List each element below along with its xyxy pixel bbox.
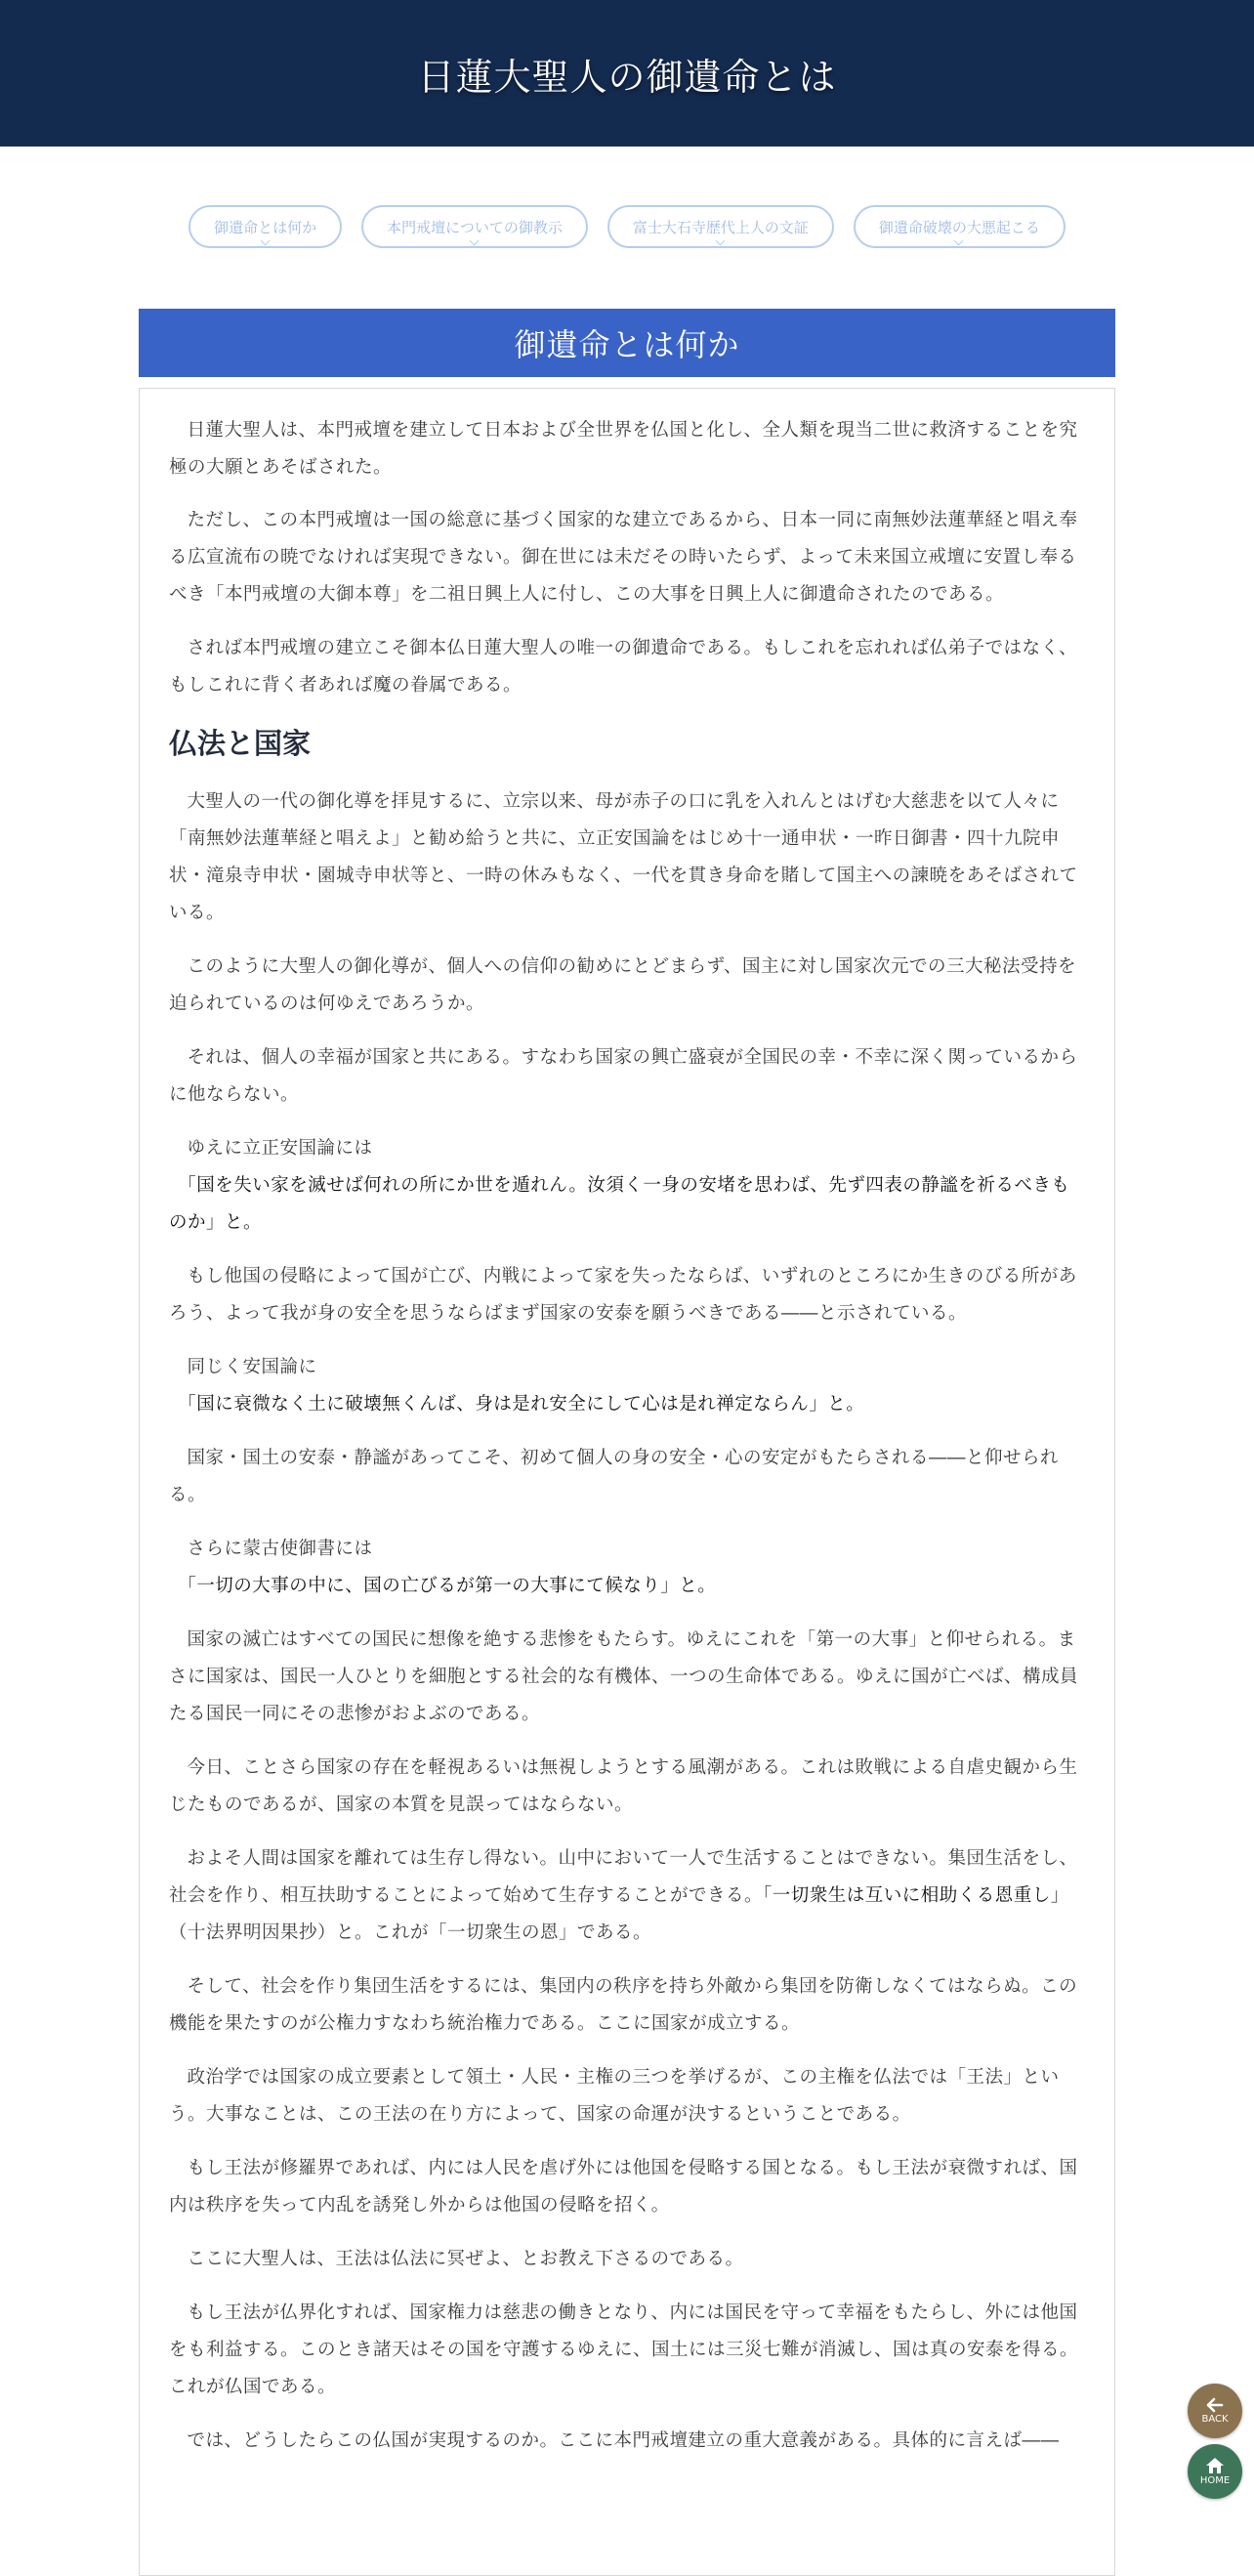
tab-label: 御遺命破壊の大悪起こる — [878, 218, 1040, 236]
scripture-quote: 「国に衰微なく土に破壊無くんば、身は是れ安全にして心は是れ禅定ならん」と。 — [178, 1394, 865, 1415]
paragraph: 国家の滅亡はすべての国民に想像を絶する悲惨をもたらす。ゆえにこれを「第一の大事」と仰せられる。まさに国家は、国民一人ひとりを細胞とする社会的な有機体、一つの生命体である。ゆえに国が亡べば、構成員たる国民一同にその悲惨がおよぶのである。 — [169, 1629, 1079, 1724]
chevron-down-icon — [715, 236, 725, 246]
scripture-quote: 「一切の大事の中に、国の亡びるが第一の大事にて候なり」と。 — [178, 1576, 717, 1596]
paragraph: されば本門戒壇の建立こそ御本仏日蓮大聖人の唯一の御遺命である。もしこれを忘れれば仏弟子ではなく、もしこれに背く者あれば魔の眷属である。 — [169, 638, 1078, 696]
page-title: 日蓮大聖人の御遺命とは — [417, 55, 837, 99]
paragraph: もし他国の侵略によって国が亡び、内戦によって家を失ったならば、いずれのところにか生きのびる所があろう、よって我が身の安全を思うならばまず国家の安泰を願うべきである――と示されている。 — [169, 1266, 1077, 1324]
paragraph: 同じく安国論に — [187, 1357, 317, 1377]
home-label: HOME — [1199, 2475, 1231, 2486]
chevron-down-icon — [470, 236, 480, 246]
tab-daiaku[interactable] — [854, 205, 1066, 248]
arrow-left-icon — [1206, 2397, 1224, 2413]
paragraph: もし王法が修羅界であれば、内には人民を虐げ外には他国を侵略する国となる。もし王法が衰微すれば、国内は秩序を失って内乱を誘発し外からは他国の侵略を招く。 — [169, 2158, 1078, 2216]
tab-label: 富士大石寺歴代上人の文証 — [632, 218, 809, 236]
tab-label: 本門戒壇についての御教示 — [387, 218, 563, 236]
paragraph: 政治学では国家の成立要素として領土・人民・主権の三つを挙げるが、この主権を仏法では「王法」という。大事なことは、この王法の在り方によって、国家の命運が決するということである。 — [169, 2067, 1060, 2125]
paragraph: このように大聖人の御化導が、個人への信仰の勧めにとどまらず、国主に対し国家次元での三大秘法受持を迫られているのは何ゆえであろうか。 — [169, 956, 1077, 1014]
paragraph: さらに蒙古使御書には — [187, 1539, 373, 1559]
chevron-down-icon — [954, 236, 964, 246]
chevron-down-icon — [260, 236, 270, 246]
paragraph: 大聖人の一代の御化導を拝見するに、立宗以来、母が赤子の口に乳を入れんとはげむ大慈悲を以て人々に「南無妙法蓮華経と唱えよ」と勧め給うと共に、立正安国論をはじめ十一通申状・一昨日御書・四十九院申状・滝泉寺申状・園城寺申状等と、一時の休みもなく、一代を貫き身命を賭して国主への諫暁をあそばされている。 — [169, 791, 1078, 923]
page-header — [0, 0, 1254, 147]
paragraph: ここに大聖人は、王法は仏法に冥ぜよ、とお教え下さるのである。 — [187, 2249, 744, 2269]
subheading: 仏法と国家 — [169, 727, 312, 760]
inline-quote: 「一切衆生は互いに相助くる恩重し」 — [763, 1885, 1069, 1906]
paragraph: では、どうしたらこの仏国が実現するのか。ここに本門戒壇建立の重大意義がある。具体的に言えば―― — [187, 2430, 1060, 2451]
tab-rekidai-shonin[interactable] — [607, 205, 834, 248]
paragraph-text: （十法界明因果抄）と。これが「一切衆生の恩」である。 — [169, 1922, 652, 1943]
back-button[interactable] — [1188, 2384, 1242, 2438]
house-icon — [1205, 2457, 1225, 2474]
home-button[interactable] — [1188, 2444, 1242, 2499]
article-body — [139, 388, 1115, 2576]
paragraph: そして、社会を作り集団生活をするには、集団内の秩序を持ち外敵から集団を防衛しなくてはならぬ。この機能を果たすのが公権力すなわち統治権力である。ここに国家が成立する。 — [169, 1976, 1078, 2034]
paragraph: 日蓮大聖人は、本門戒壇を建立して日本および全世界を仏国と化し、全人類を現当二世に救済することを究極の大願とあそばされた。 — [169, 420, 1078, 478]
paragraph: ただし、この本門戒壇は一国の総意に基づく国家的な建立であるから、日本一同に南無妙法蓮華経と唱え奉る広宣流布の暁でなければ実現できない。御在世には未だその時いたらず、よって未来国立戒壇に安置し奉るべき「本門戒壇の大御本尊」を二祖日興上人に付し、この大事を日興上人に御遺命されたのである。 — [169, 510, 1078, 605]
paragraph: 国家・国土の安泰・静謐があってこそ、初めて個人の身の安全・心の安定がもたらされる――と仰せられる。 — [169, 1448, 1059, 1505]
paragraph-text: およそ人間は国家を離れては生存し得ない。山中において一人で生活することはできない。集団生活をし、社会を作り、相互扶助することによって始めて生存することができる。 — [169, 1848, 1078, 1906]
paragraph: 今日、ことさら国家の存在を軽視あるいは無視しようとする風潮がある。これは敗戦による自虐史観から生じたものであるが、国家の本質を見誤ってはならない。 — [169, 1757, 1078, 1815]
section-tabs — [0, 205, 1254, 248]
paragraph: それは、個人の幸福が国家と共にある。すなわち国家の興亡盛衰が全国民の幸・不幸に深く関っているからに他ならない。 — [169, 1047, 1078, 1105]
back-label: BACK — [1201, 2414, 1229, 2425]
paragraph: ゆえに立正安国論には — [187, 1138, 373, 1159]
scripture-quote: 「国を失い家を滅せば何れの所にか世を遁れん。汝須く一身の安堵を思わば、先ず四表の静謐を祈るべきものか」と。 — [169, 1175, 1070, 1233]
tab-honmon-kaidan[interactable] — [361, 205, 588, 248]
tab-goyuimei[interactable] — [188, 205, 342, 248]
paragraph — [169, 1840, 1085, 1952]
tab-label: 御遺命とは何か — [214, 218, 317, 236]
paragraph: もし王法が仏界化すれば、国家権力は慈悲の働きとなり、内には国民を守って幸福をもたらし、外には他国をも利益する。このとき諸天はその国を守護するゆえに、国土には三災七難が消滅し、国は真の安泰を得る。これが仏国である。 — [169, 2302, 1079, 2397]
section-heading: 御遺命とは何か — [139, 309, 1115, 377]
